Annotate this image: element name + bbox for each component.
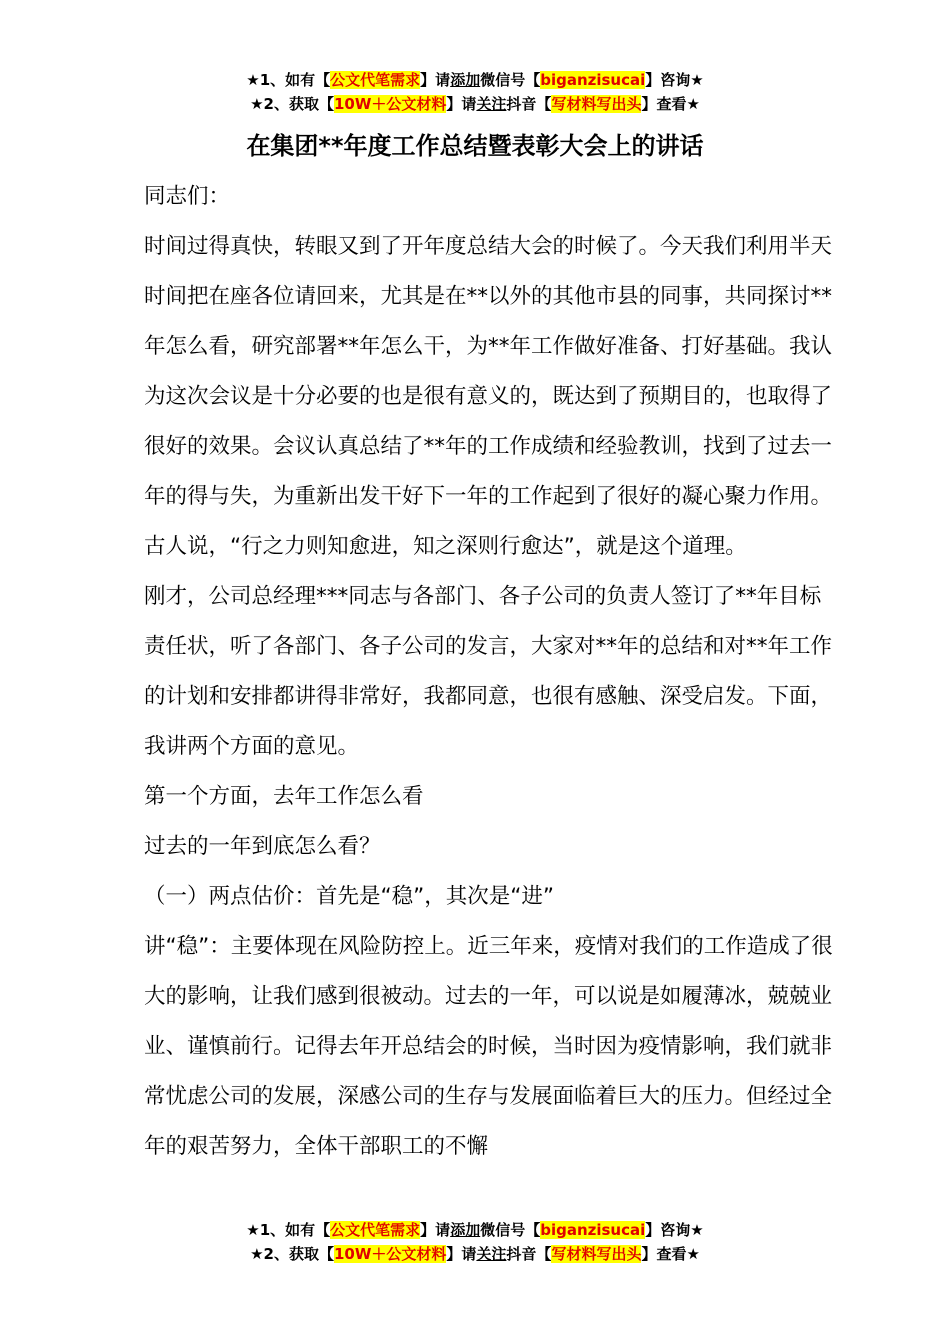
document-body [144, 172, 834, 1172]
banner-underlined-text: 添加 [450, 1221, 481, 1239]
paragraph: 过去的一年到底怎么看？ [144, 834, 381, 859]
banner-text: 】请 [420, 1221, 451, 1239]
banner-text: 】请 [420, 71, 451, 89]
section-heading: 第一个方面，去年工作怎么看 [144, 784, 424, 809]
banner-line-1 [0, 68, 950, 92]
salutation: 同志们： [144, 184, 231, 209]
banner-underlined-text: 添加 [450, 71, 481, 89]
banner-highlight: 10W＋公文材料 [333, 1245, 447, 1263]
banner-line-2 [0, 92, 950, 116]
banner-line-2 [0, 1242, 950, 1266]
banner-text: 】咨询★ [645, 1221, 704, 1239]
banner-text: 】咨询★ [645, 71, 704, 89]
banner-text: 】请 [446, 1245, 477, 1263]
banner-text: 】查看★ [641, 1245, 700, 1263]
banner-text: ★1、如有【 [246, 1221, 331, 1239]
banner-highlight: 10W＋公文材料 [333, 95, 447, 113]
document-title: 在集团**年度工作总结暨表彰大会上的讲话 [246, 132, 704, 160]
banner-text: ★2、获取【 [250, 1245, 334, 1263]
banner-text: 微信号【 [480, 71, 541, 89]
subsection-heading: （一）两点估价：首先是“稳”，其次是“进” [144, 884, 555, 909]
banner-underlined-text: 关注 [476, 1245, 507, 1263]
banner-text: 抖音【 [506, 1245, 552, 1263]
paragraph: 时间过得真快，转眼又到了开年度总结大会的时候了。今天我们利用半天时间把在座各位请回来，尤其是在**以外的其他市县的同事，共同探讨**年怎么看，研究部署**年怎么干，为**年工作做好准备、打好基础。我认为这次会议是十分必要的也是很有意义的，既达到了预期目的，也取得了很好的效果。会议认真总结了**年的工作成绩和经验教训，找到了过去一年的得与失，为重新出发干好下一年的工作起到了很好的凝心聚力作用。古人说，“行之力则知愈进，知之深则行愈达”，就是这个道理。 [144, 234, 833, 559]
banner-highlight: 公文代笔需求 [330, 1221, 421, 1239]
banner-highlight: 公文代笔需求 [330, 71, 421, 89]
banner-text: ★2、获取【 [250, 95, 334, 113]
footer-banner [0, 1218, 950, 1266]
banner-wechat-id: biganzisucai [540, 71, 646, 89]
paragraph: 讲“稳”：主要体现在风险防控上。近三年来，疫情对我们的工作造成了很大的影响，让我们感到很被动。过去的一年，可以说是如履薄冰，兢兢业业、谨慎前行。记得去年开总结会的时候，当时因为疫情影响，我们就非常忧虑公司的发展，深感公司的生存与发展面临着巨大的压力。但经过全年的艰苦努力，全体干部职工的不懈 [144, 934, 833, 1159]
banner-text: 】查看★ [641, 95, 700, 113]
banner-text: 抖音【 [506, 95, 552, 113]
banner-douyin-id: 写材料写出头 [551, 1245, 642, 1263]
banner-douyin-id: 写材料写出头 [551, 95, 642, 113]
banner-text: ★1、如有【 [246, 71, 331, 89]
banner-text: 】请 [446, 95, 477, 113]
banner-underlined-text: 关注 [476, 95, 507, 113]
paragraph: 刚才，公司总经理***同志与各部门、各子公司的负责人签订了**年目标责任状，听了各部门、各子公司的发言，大家对**年的总结和对**年工作的计划和安排都讲得非常好，我都同意，也很有感触、深受启发。下面，我讲两个方面的意见。 [144, 584, 833, 759]
banner-line-1 [0, 1218, 950, 1242]
banner-wechat-id: biganzisucai [540, 1221, 646, 1239]
banner-text: 微信号【 [480, 1221, 541, 1239]
header-banner [0, 68, 950, 116]
